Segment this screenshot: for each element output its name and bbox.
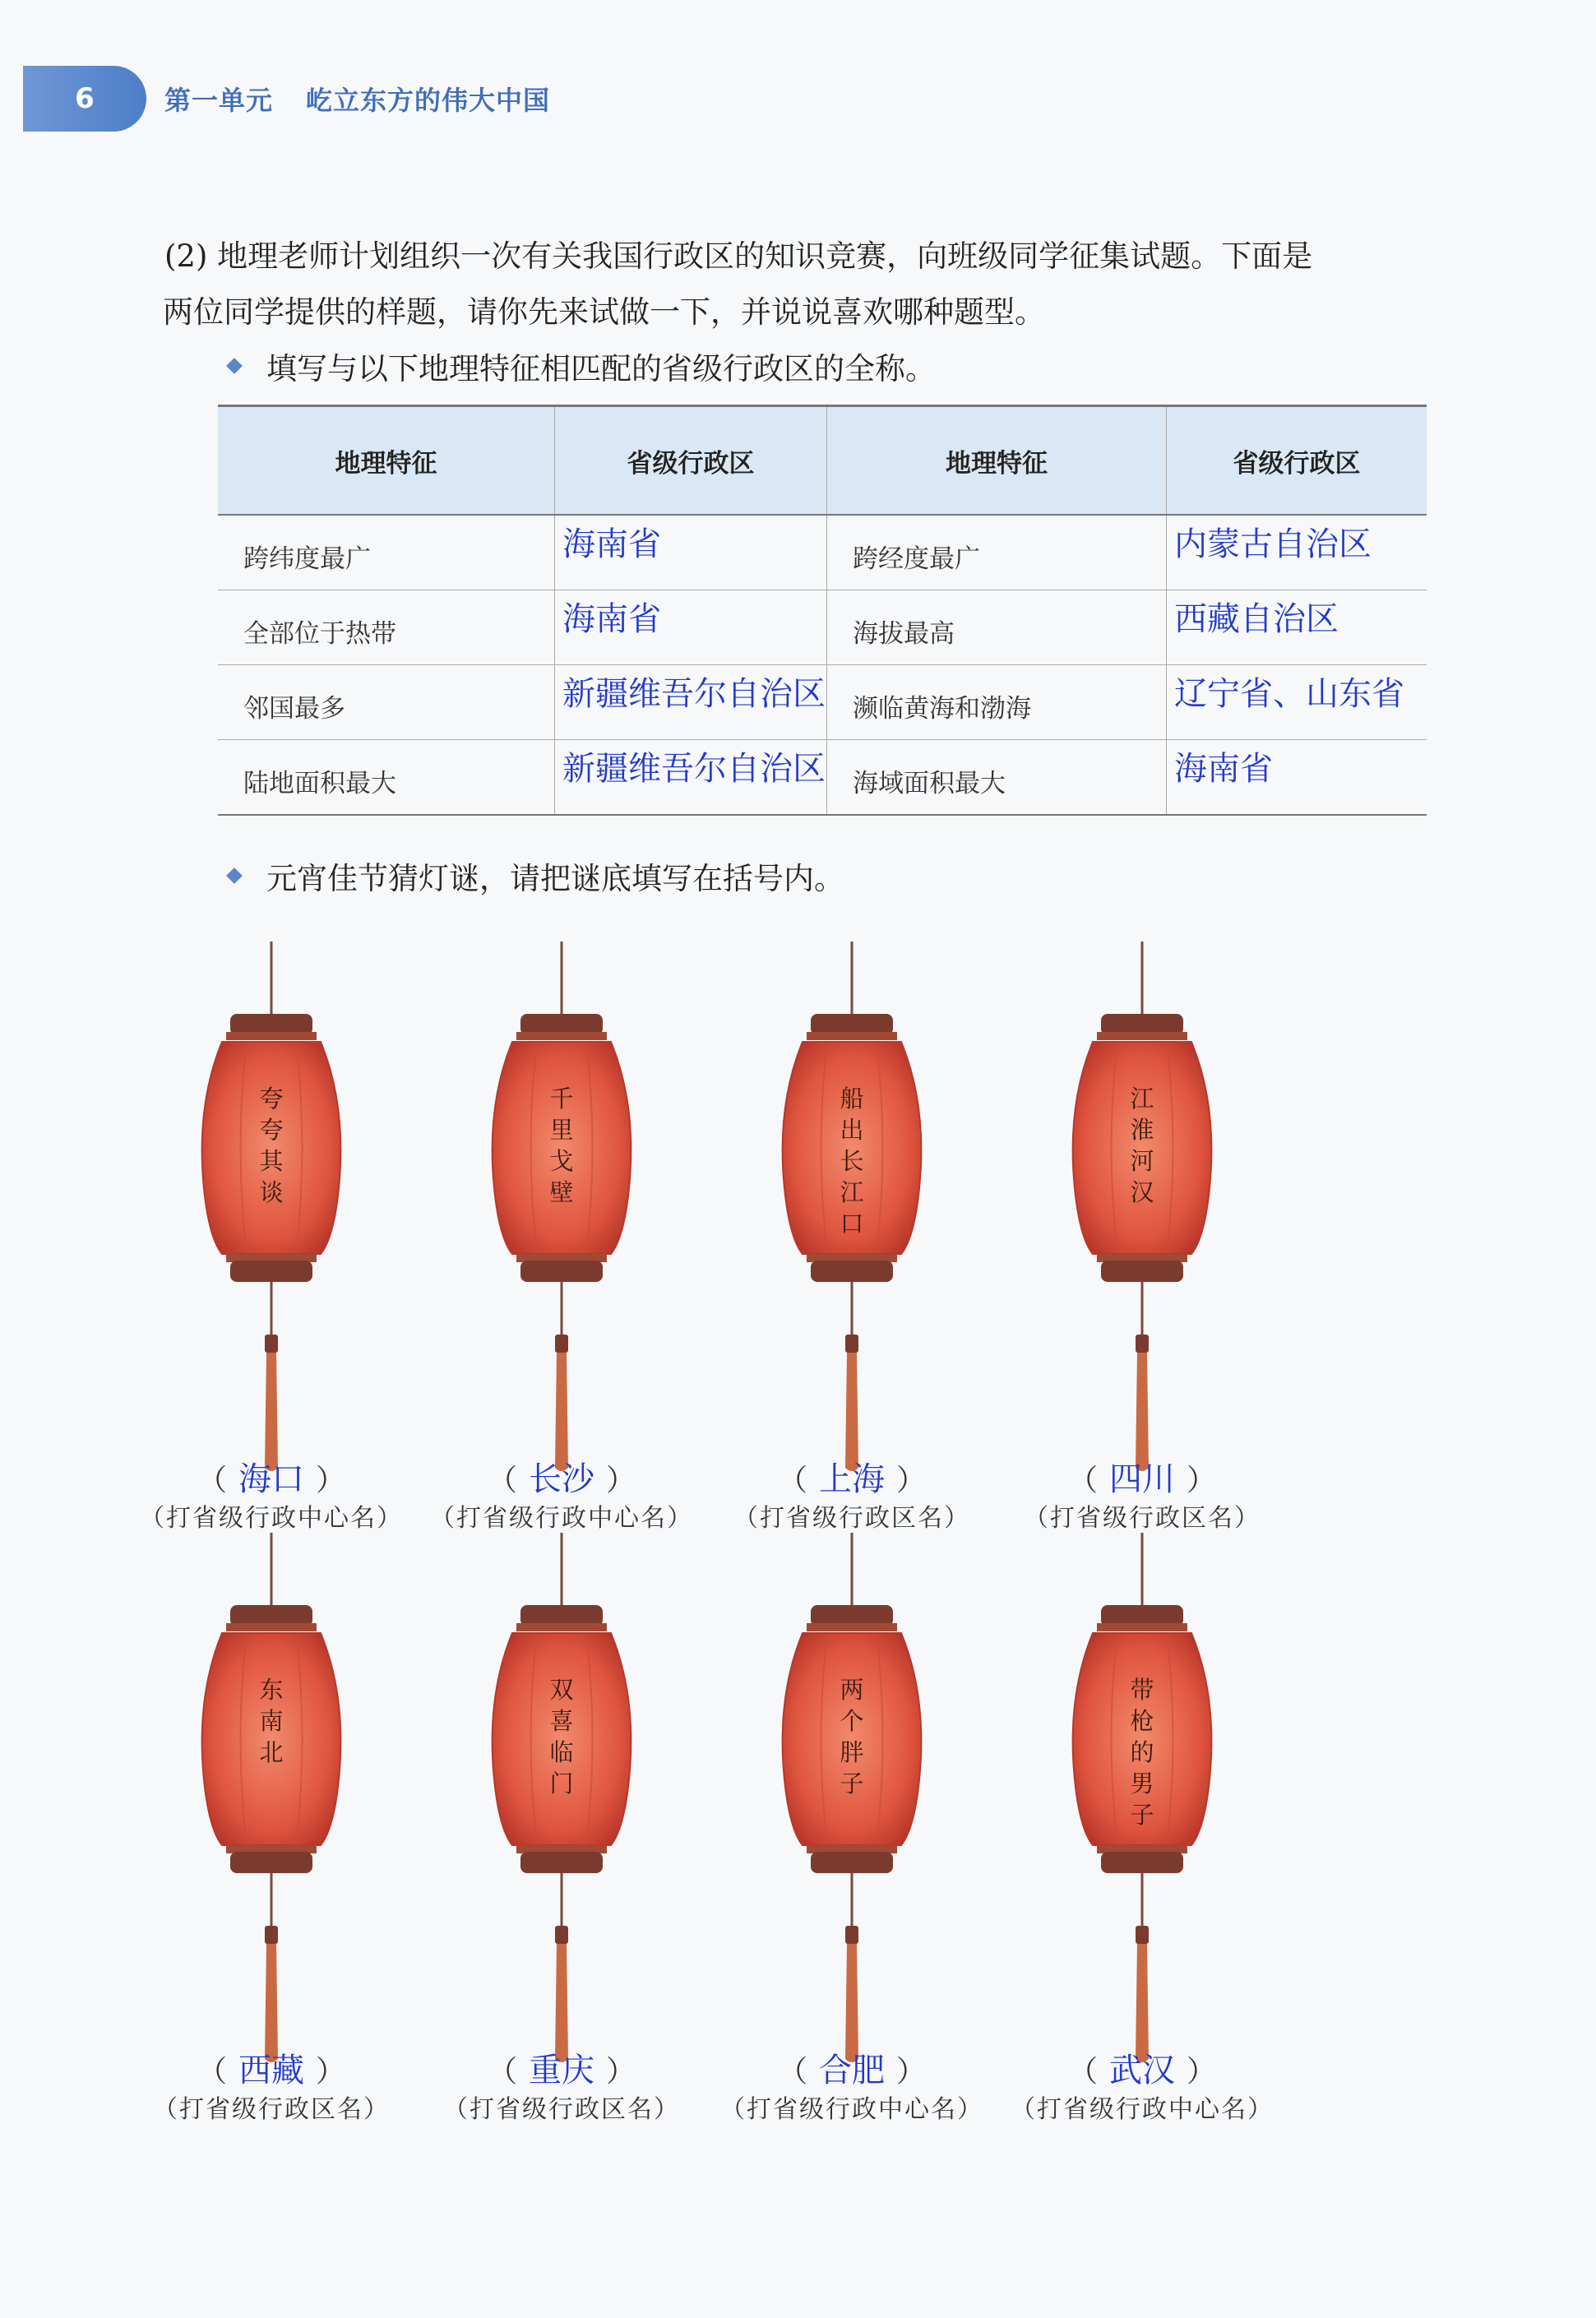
- header-feature-2: 地理特征: [827, 406, 1167, 516]
- province-feature-table: [218, 405, 1427, 816]
- answer-cell[interactable]: 内蒙古自治区: [1173, 525, 1372, 563]
- riddle-text: 两个胖子: [840, 1676, 864, 1797]
- lantern-icon: [479, 942, 644, 1476]
- instruction-1-text: 填写与以下地理特征相匹配的省级行政区的全称。: [266, 351, 936, 386]
- table-row: [218, 515, 1427, 590]
- lantern-riddle-item: [1011, 1533, 1274, 2124]
- riddle-answer[interactable]: 武汉: [1109, 2052, 1175, 2089]
- feature-cell: 全部位于热带: [243, 619, 396, 649]
- lantern-icon: [479, 1533, 644, 2067]
- table-row: [218, 665, 1427, 740]
- riddle-hint: （打省级行政区名）: [153, 2095, 390, 2124]
- paren-close: ）: [1187, 1464, 1217, 1497]
- paren-close: ）: [606, 2055, 636, 2089]
- riddle-hint: （打省级行政区名）: [1024, 1504, 1261, 1533]
- paren-open: （: [777, 1464, 807, 1497]
- riddle-hint: （打省级行政中心名）: [1011, 2095, 1274, 2124]
- lantern-riddle-item: [720, 1533, 983, 2124]
- diamond-bullet-icon: [226, 358, 243, 374]
- answer-cell[interactable]: 辽宁省、山东省: [1173, 675, 1404, 713]
- instruction-2-text: 元宵佳节猜灯谜，请把谜底填写在括号内。: [266, 861, 844, 896]
- paren-open: （: [197, 2055, 227, 2089]
- feature-cell: 海域面积最大: [853, 769, 1006, 798]
- riddle-answer-row: [156, 2044, 386, 2091]
- answer-cell[interactable]: 新疆维吾尔自治区: [562, 675, 826, 713]
- table-row: [218, 740, 1427, 816]
- paren-open: （: [487, 2055, 517, 2089]
- riddle-hint: （打省级行政中心名）: [430, 1504, 693, 1533]
- riddle-text: 东南北: [259, 1676, 284, 1766]
- answer-cell[interactable]: 西藏自治区: [1173, 600, 1339, 638]
- riddle-answer-row: [446, 1453, 677, 1500]
- riddle-hint: （打省级行政中心名）: [140, 1504, 403, 1533]
- feature-cell: 跨纬度最广: [243, 544, 371, 574]
- intro-line-1: (2) 地理老师计划组织一次有关我国行政区的知识竞赛，向班级同学征集试题。下面是: [164, 238, 1313, 274]
- paren-close: ）: [1187, 2055, 1217, 2089]
- riddle-answer[interactable]: 合肥: [819, 2052, 885, 2089]
- lantern-riddle-item: [733, 942, 970, 1533]
- feature-cell: 濒临黄海和渤海: [853, 694, 1032, 724]
- paren-open: （: [777, 2055, 807, 2089]
- riddle-answer-row: [737, 2044, 967, 2091]
- riddle-hint: （打省级行政区名）: [733, 1504, 970, 1533]
- lantern-riddle-item: [443, 1533, 680, 2124]
- page-header: [23, 66, 550, 132]
- diamond-bullet-icon: [226, 868, 243, 884]
- riddle-text: 双喜临门: [549, 1676, 574, 1797]
- question-intro: [164, 229, 1497, 340]
- lantern-riddle-item: [430, 942, 693, 1533]
- paren-close: ）: [316, 1464, 346, 1497]
- table-row: [218, 590, 1427, 665]
- riddle-answer-row: [156, 1453, 386, 1500]
- paren-open: （: [1067, 1464, 1098, 1497]
- riddle-hint: （打省级行政中心名）: [720, 2095, 983, 2124]
- riddle-answer[interactable]: 长沙: [529, 1460, 594, 1498]
- page-number: 6: [23, 66, 146, 132]
- instruction-2: [229, 854, 844, 898]
- paren-close: ）: [896, 2055, 927, 2089]
- header-province-2: 省级行政区: [1166, 406, 1427, 516]
- paren-close: ）: [316, 2055, 346, 2089]
- riddle-answer-row: [737, 1453, 967, 1500]
- intro-line-2: 两位同学提供的样题，请你先来试做一下，并说说喜欢哪种题型。: [163, 294, 1045, 330]
- riddle-answer[interactable]: 海口: [238, 1460, 304, 1498]
- lantern-riddle-item: [1024, 942, 1261, 1533]
- unit-label: 第一单元: [164, 85, 274, 116]
- feature-cell: 海拔最高: [853, 619, 955, 649]
- paren-close: ）: [896, 1464, 927, 1497]
- answer-cell[interactable]: 海南省: [1173, 750, 1273, 788]
- riddle-answer-row: [1027, 2044, 1257, 2091]
- riddle-answer[interactable]: 重庆: [529, 2052, 594, 2089]
- header-province-1: 省级行政区: [555, 406, 827, 516]
- paren-open: （: [1067, 2055, 1098, 2089]
- lantern-riddle-item: [153, 1533, 390, 2124]
- riddle-text: 夸夸其谈: [259, 1085, 284, 1206]
- feature-cell: 跨经度最广: [853, 544, 981, 574]
- lantern-icon: [189, 1533, 354, 2067]
- riddle-text: 带枪的男子: [1130, 1676, 1154, 1829]
- lantern-icon: [1060, 942, 1224, 1476]
- riddle-text: 船出长江口: [840, 1085, 864, 1238]
- lantern-riddle-item: [140, 942, 403, 1533]
- riddle-answer[interactable]: 四川: [1109, 1460, 1175, 1498]
- riddle-answer[interactable]: 西藏: [238, 2052, 304, 2089]
- feature-cell: 邻国最多: [243, 694, 345, 724]
- header-feature-1: 地理特征: [218, 406, 555, 516]
- lantern-icon: [189, 942, 354, 1476]
- answer-cell[interactable]: 海南省: [562, 600, 662, 638]
- feature-cell: 陆地面积最大: [243, 769, 396, 798]
- paren-open: （: [487, 1464, 517, 1497]
- riddle-answer[interactable]: 上海: [819, 1460, 885, 1498]
- riddle-answer-row: [1027, 1453, 1257, 1500]
- riddle-text: 江淮河汉: [1130, 1085, 1154, 1206]
- paren-close: ）: [606, 1464, 636, 1497]
- unit-title: 屹立东方的伟大中国: [306, 85, 551, 116]
- riddle-text: 千里戈壁: [549, 1085, 574, 1206]
- paren-open: （: [197, 1464, 227, 1497]
- riddle-hint: （打省级行政区名）: [443, 2095, 680, 2124]
- riddle-answer-row: [446, 2044, 677, 2091]
- instruction-1: [229, 344, 936, 388]
- answer-cell[interactable]: 新疆维吾尔自治区: [562, 750, 826, 788]
- lantern-icon: [770, 1533, 934, 2067]
- answer-cell[interactable]: 海南省: [562, 525, 662, 563]
